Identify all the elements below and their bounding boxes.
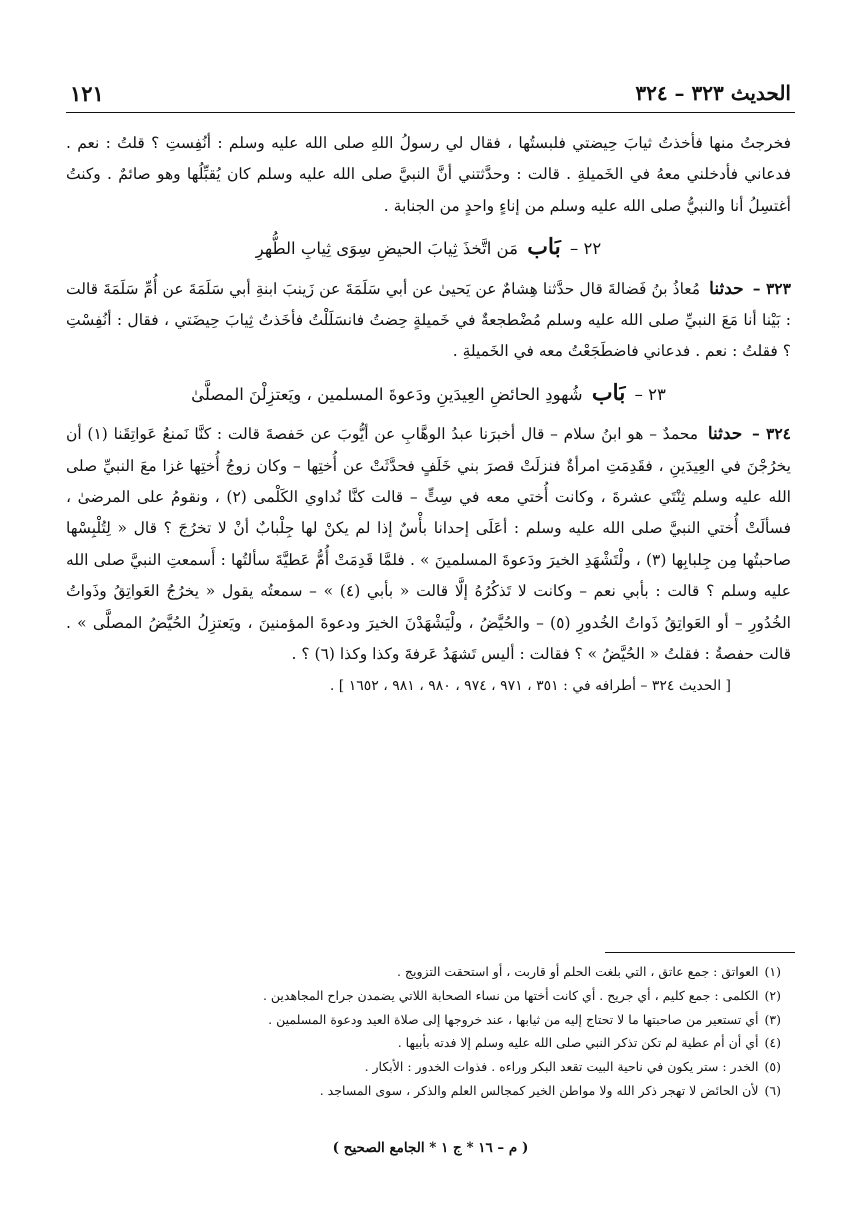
chapter-23-title: شُهودِ الحائضِ العِيدَينِ ودَعوةَ المسلمين ، ويَعتزِلْنَ المصلَّىٰ	[191, 384, 583, 404]
footnote-mark: (٢)	[764, 987, 781, 1003]
footnote-text: أي أن أم عطية لم تكن تذكر النبي صلى الله عليه وسلم إلا فدته بأبيها .	[397, 1035, 759, 1051]
main-text	[66, 128, 791, 702]
chapter-22-title: مَن اتَّخذَ ثِيابَ الحيضِ سِوَى ثِيابِ الطُّهرِ	[255, 239, 518, 259]
footnote-text: أي تستعير من صاحبتها ما لا تحتاج إليه من ثيابها ، عند خروجها إلى صلاة العيد ودعوة المسلمين .	[268, 1011, 759, 1027]
hadith-323-haddathana: حدثنا	[709, 278, 744, 299]
hadith-323-number: ٣٢٣ –	[752, 278, 791, 298]
footnote-mark: (٣)	[764, 1011, 781, 1027]
hadith-324-cross-references: [ الحديث ٣٢٤ – أطرافه في : ٣٥١ ، ٩٧١ ، ٩٧٤ ، ٩٨٠ ، ٩٨١ ، ١٦٥٢ ] .	[329, 677, 731, 694]
footnote-mark: (١)	[764, 964, 781, 979]
footnote-mark: (٥)	[764, 1059, 781, 1075]
hadith-324	[66, 418, 791, 670]
page-number: ١٢١	[70, 80, 104, 106]
footnote-item	[66, 984, 781, 1008]
running-head: الحديث ٣٢٣ – ٣٢٤	[635, 81, 791, 105]
footnote-mark: (٤)	[764, 1035, 781, 1051]
page-header	[70, 78, 791, 108]
footnote-item	[66, 1008, 781, 1032]
footnote-item	[66, 1079, 781, 1103]
hadith-324-haddathana: حدثنا	[707, 424, 743, 445]
chapter-22-number: ٢٢ –	[570, 239, 602, 259]
printer-signature: ( م – ١٦ * ج ١ * الجامع الصحيح )	[332, 1140, 529, 1156]
chapter-22-word: بَاب	[527, 234, 561, 261]
footnotes	[66, 960, 781, 1103]
hadith-323	[66, 273, 791, 368]
chapter-23-heading	[66, 378, 791, 410]
footnote-text: العواتق : جمع عاتق ، التي بلغت الحلم أو قاربت ، أو استحقت التزويج .	[396, 964, 759, 979]
footnote-text: الكلمى : جمع كليم ، أي جريح . أي كانت أختها من نساء الصحابة اللاتي يضمدن جراح المجاهدين .	[262, 987, 759, 1003]
chapter-22-heading	[66, 232, 791, 264]
chapter-23-number: ٢٣ –	[634, 384, 666, 404]
chapter-23-word: بَاب	[591, 379, 626, 406]
footnote-text: لأن الحائض لا تهجر ذكر الله ولا مواطن الخير كمجالس العلم والذكر ، سوى المساجد .	[319, 1082, 759, 1098]
footnote-item	[66, 1031, 781, 1055]
hadith-324-text: محمدٌ – هو ابنُ سلام – قال أخبرَنا عبدُ الوهَّابِ عن أيُّوبَ عن حَفصةَ قالت : كنَّا نَمنعُ عَواتِقَنا (١) أن يخرُجْنَ في العِيدَينِ ، فقَدِمَتِ امرأةٌ فنزلَتْ قصرَ بني خَلَفٍ فحدَّثَتْ عن أُختِها – وكان زوجُ أُختِها غزا معَ النبيِّ صلى الله عليه وسلم ثِنْتَي عشرةَ ، وكانت أُختي معه في سِتٍّ – قالت كنَّا نُداوي الكَلْمى (٢) ، ونقومُ على المرضىٰ ، فسألَتْ أُختي النبيَّ صلى الله عليه وسلم : أعَلَى إحدانا بأْسٌ إذا لم يكنْ لها جِلْبابٌ أنْ لا تخرُجَ ؟ قال « لِتُلْبِسْها صاحبتُها مِن جِلبابِها (٣) ، ولْتَشْهَدِ الخيرَ ودَعوةَ المسلمينَ » . فلمَّا قَدِمَتْ أُمُّ عَطيَّةَ سألتُها : أَسمعتِ النبيَّ صلى الله عليه وسلم ؟ قالت : بأبي نعم – وكانت لا تَذكُرُهُ إلَّا قالت « بأبي (٤) » – سمعتُه يقول « يخرُجُ العَواتِقُ وذَواتُ الخُدُورِ – أو العَواتِقُ ذَواتُ الخُدورِ (٥) – والحُيَّضُ ، ولْيَشْهَدْنَ الخيرَ ودعوةَ المؤمنينَ ، ويَعتزِلُ الحُيَّضُ المصلَّى » . قالت حفصةُ : فقلتُ « الحُيَّضُ » ؟ فقالت : أليس تَشهَدُ عَرفةَ وكذا وكذا (٦) ؟ .	[66, 425, 791, 664]
footnote-item	[66, 960, 781, 984]
hadith-324-number: ٣٢٤ –	[752, 424, 791, 444]
footnote-rule	[605, 952, 795, 953]
footnote-text: الخدر : ستر يكون في ناحية البيت تقعد البكر وراءه . فذوات الخدور : الأبكار .	[364, 1059, 759, 1075]
hadith-323-text: مُعاذُ بنُ فَضالةَ قال حدَّثنا هِشامٌ عن يَحيىٰ عن أبي سَلَمَةَ عن زَينبَ ابنةِ أبي سَلَمَةَ عن أُمِّ سَلَمَةَ قالت : بَيْنا أنا مَعَ النبيِّ صلى الله عليه وسلم مُضْطجعةٌ في خَميلةٍ حِضتُ فانسَلَلْتُ فأخَذتُ ثِيابَ حِيضَتي ، فقال : أنُفِسْتِ ؟ فقلتُ : نعم . فدعاني فاضطَجَعْتُ معه في الخَميلةِ .	[66, 279, 791, 361]
header-rule	[66, 112, 795, 113]
footnote-item	[66, 1055, 781, 1079]
footnote-mark: (٦)	[764, 1082, 781, 1098]
intro-paragraph: فخرجتُ منها فأخذتُ ثيابَ حِيضتي فلبستُها ، فقال لي رسولُ اللهِ صلى الله عليه وسلم : أنُفِستِ ؟ قلتُ : نعم . فدعاني فأدخلني معهُ في الخَميلةِ . قالت : وحدَّثتني أنَّ النبيَّ صلى الله عليه وسلم كان يُقبِّلُها وهو صائمٌ . وكنتُ أغتسِلُ أنا والنبيُّ صلى الله عليه وسلم من إناءٍ واحدٍ من الجنابة .	[66, 134, 791, 215]
